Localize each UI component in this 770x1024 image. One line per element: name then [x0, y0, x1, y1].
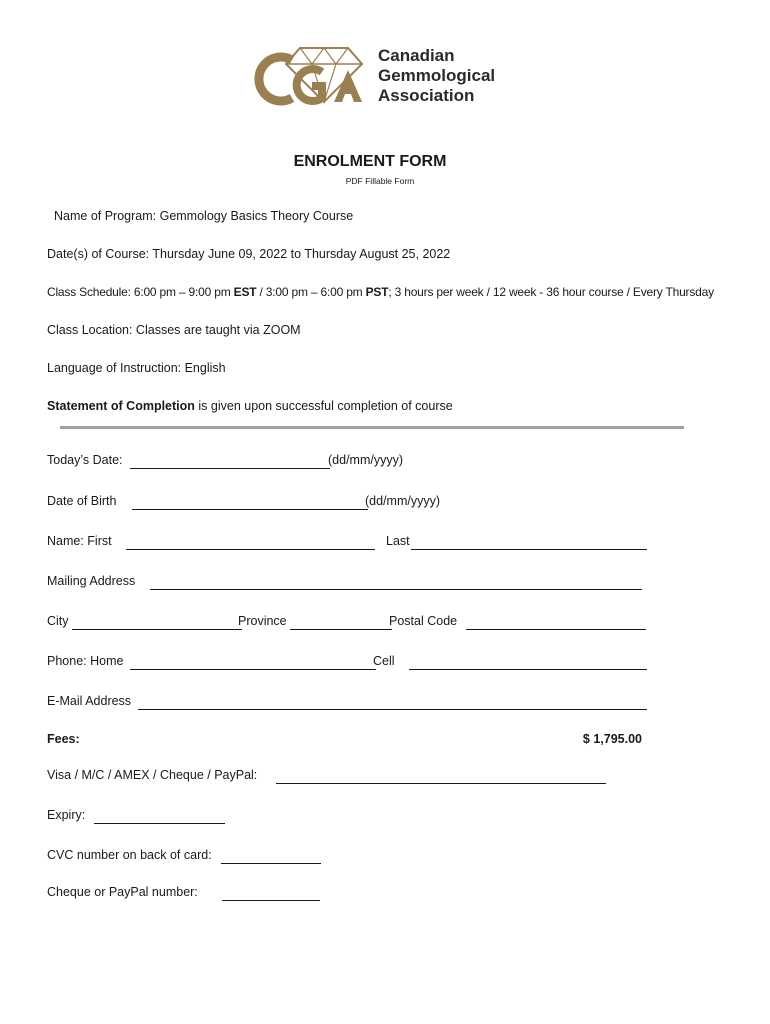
phone-home-label: Phone: Home: [47, 654, 124, 668]
org-name-line2: Gemmological: [378, 66, 496, 85]
payment-field[interactable]: [276, 767, 606, 784]
cell-label: Cell: [373, 654, 395, 668]
form-subtitle: PDF Fillable Form: [345, 176, 415, 186]
schedule-est: EST: [233, 285, 257, 299]
first-name-label: Name: First: [47, 534, 112, 548]
schedule-pst: PST: [365, 285, 389, 299]
postal-code-field[interactable]: [466, 613, 646, 630]
org-name-line1: Canadian: [378, 46, 455, 65]
last-name-field[interactable]: [411, 533, 647, 550]
schedule-mid: / 3:00 pm – 6:00 pm: [256, 285, 366, 299]
cga-logo-mark: [252, 40, 372, 108]
province-label: Province: [238, 614, 287, 628]
org-name: [378, 46, 495, 106]
email-label: E-Mail Address: [47, 694, 132, 708]
form-title: ENROLMENT FORM: [293, 153, 447, 170]
todays-date-label: Today’s Date:: [47, 453, 123, 467]
schedule-prefix: Class Schedule: 6:00 pm – 9:00 pm: [47, 285, 234, 299]
language: Language of Instruction: English: [47, 361, 226, 375]
completion-rest: is given upon successful completion of course: [194, 399, 453, 413]
todays-date-format: (dd/mm/yyyy): [328, 453, 403, 467]
course-dates: Date(s) of Course: Thursday June 09, 2022 to Thursday August 25, 2022: [47, 247, 451, 261]
phone-home-field[interactable]: [130, 653, 376, 670]
expiry-field[interactable]: [94, 807, 225, 824]
cheque-number-label: Cheque or PayPal number:: [47, 885, 198, 899]
logo: [252, 40, 502, 108]
cheque-number-field[interactable]: [222, 884, 320, 901]
dob-label: Date of Birth: [47, 494, 117, 508]
expiry-label: Expiry:: [47, 808, 86, 822]
last-name-label: Last: [386, 534, 410, 548]
org-name-line3: Association: [378, 86, 475, 105]
dob-format: (dd/mm/yyyy): [365, 494, 440, 508]
province-field[interactable]: [290, 613, 392, 630]
cvc-label: CVC number on back of card:: [47, 848, 212, 862]
mailing-address-label: Mailing Address: [47, 574, 136, 588]
mailing-address-field[interactable]: [150, 573, 642, 590]
class-location: Class Location: Classes are taught via ZOOM: [47, 323, 301, 337]
class-schedule: [47, 284, 714, 300]
todays-date-field[interactable]: [130, 452, 330, 469]
first-name-field[interactable]: [126, 533, 375, 550]
fees-amount: $ 1,795.00: [582, 732, 642, 746]
postal-code-label: Postal Code: [389, 614, 458, 628]
cvc-field[interactable]: [221, 847, 321, 864]
completion-statement: [47, 398, 453, 414]
city-label: City: [47, 614, 69, 628]
cell-field[interactable]: [409, 653, 647, 670]
city-field[interactable]: [72, 613, 242, 630]
payment-method-label: Visa / M/C / AMEX / Cheque / PayPal:: [47, 768, 258, 782]
completion-bold: Statement of Completion: [47, 399, 195, 413]
fees-label: Fees:: [47, 732, 80, 746]
program-name: Name of Program: Gemmology Basics Theory Course: [54, 209, 354, 223]
email-field[interactable]: [138, 693, 647, 710]
schedule-suffix: ; 3 hours per week / 12 week - 36 hour course / Every Thursday: [388, 285, 714, 299]
dob-field[interactable]: [132, 493, 368, 510]
separator: [60, 426, 684, 429]
